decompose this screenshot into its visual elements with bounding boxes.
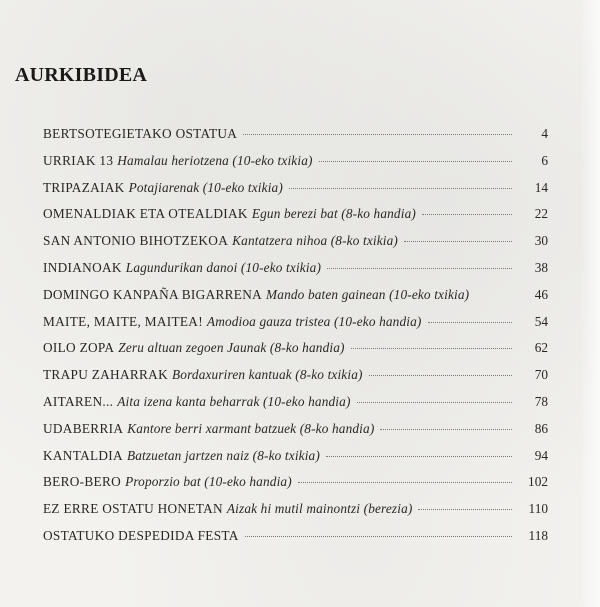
page-number: 30: [534, 233, 548, 249]
table-of-contents: [43, 126, 548, 555]
page-number: 22: [534, 206, 548, 222]
dot-leader: [243, 134, 512, 135]
entry-title: UDABERRIA: [43, 420, 124, 436]
page-number: 102: [528, 474, 548, 490]
entry-title: TRAPU ZAHARRAK: [43, 367, 168, 383]
entry-title: SAN ANTONIO BIHOTZEKOA: [43, 233, 229, 249]
entry-subtitle: Kantore berri xarmant batzuek (8-ko handia): [127, 420, 375, 436]
page-number: 54: [534, 313, 548, 329]
page-number: 38: [534, 259, 548, 275]
entry-subtitle: Potajiarenak (10-eko txikia): [128, 179, 283, 195]
dot-leader: [369, 375, 512, 376]
dot-leader: [357, 402, 512, 403]
entry-title: INDIANOAK: [43, 259, 122, 275]
toc-entry: [43, 153, 548, 180]
toc-entry: [43, 180, 548, 207]
entry-subtitle: Mando baten gainean (10-eko txikia): [266, 286, 470, 302]
toc-entry: [43, 314, 548, 341]
dot-leader: [298, 482, 512, 483]
page-number: 62: [534, 340, 548, 356]
entry-subtitle: Lagundurikan danoi (10-eko txikia): [125, 259, 322, 275]
toc-entry: [43, 394, 548, 421]
entry-title: BERO-BERO: [43, 474, 122, 490]
entry-title: KANTALDIA: [43, 447, 123, 463]
entry-title: MAITE, MAITE, MAITEA!: [43, 313, 203, 329]
page-number: 14: [534, 179, 548, 195]
toc-entry: [43, 421, 548, 448]
entry-subtitle: Kantatzera nihoa (8-ko txikia): [232, 233, 399, 249]
entry-subtitle: Aizak hi mutil mainontzi (berezia): [226, 501, 413, 517]
dot-leader: [428, 322, 512, 323]
entry-title: OILO ZOPA: [43, 340, 115, 356]
page-number: 118: [528, 527, 548, 543]
page-number: 94: [534, 447, 548, 463]
entry-title: DOMINGO KANPAÑA BIGARRENA: [43, 286, 263, 302]
entry-subtitle: Proporzio bat (10-eko handia): [125, 474, 292, 490]
dot-leader: [327, 268, 512, 269]
entry-title: OMENALDIAK ETA OTEALDIAK: [43, 206, 248, 222]
toc-entry: [43, 233, 548, 260]
dot-leader: [289, 188, 512, 189]
page-number: 46: [534, 286, 548, 302]
page-number: 110: [528, 501, 548, 517]
dot-leader: [245, 536, 512, 537]
entry-title: BERTSOTEGIETAKO OSTATUA: [43, 126, 238, 141]
page-number: 78: [534, 393, 548, 409]
dot-leader: [418, 509, 512, 510]
entry-title: TRIPAZAIAK: [43, 179, 125, 195]
toc-entry: [43, 474, 548, 501]
page-number: 86: [534, 420, 548, 436]
page-edge: [580, 0, 600, 607]
entry-subtitle: Hamalau heriotzena (10-eko txikia): [117, 152, 313, 168]
toc-entry: [43, 367, 548, 394]
dot-leader: [404, 241, 512, 242]
toc-entry: [43, 126, 548, 153]
page-title: AURKIBIDEA: [15, 64, 148, 86]
toc-entry: [43, 448, 548, 475]
entry-subtitle: Egun berezi bat (8-ko handia): [251, 206, 416, 222]
dot-leader: [319, 161, 512, 162]
entry-subtitle: Bordaxuriren kantuak (8-ko txikia): [172, 367, 363, 383]
dot-leader: [326, 456, 512, 457]
entry-title: EZ ERRE OSTATU HONETAN: [43, 501, 223, 517]
toc-entry: [43, 206, 548, 233]
page-number: 6: [541, 152, 548, 168]
dot-leader: [351, 348, 512, 349]
toc-entry: [43, 287, 548, 314]
page-number: 4: [541, 126, 548, 141]
toc-entry: [43, 260, 548, 287]
entry-subtitle: Zeru altuan zegoen Jaunak (8-ko handia): [118, 340, 345, 356]
entry-subtitle: Batzuetan jartzen naiz (8-ko txikia): [126, 447, 320, 463]
entry-subtitle: Amodioa gauza tristea (10-eko handia): [206, 313, 422, 329]
toc-entry: [43, 340, 548, 367]
dot-leader: [380, 429, 512, 430]
entry-title: AITAREN...: [43, 393, 114, 409]
page-number: 70: [534, 367, 548, 383]
toc-entry: [43, 501, 548, 528]
entry-subtitle: Aita izena kanta beharrak (10-eko handia): [117, 393, 351, 409]
toc-entry: [43, 528, 548, 555]
entry-title: OSTATUKO DESPEDIDA FESTA: [43, 527, 239, 543]
dot-leader: [422, 214, 512, 215]
entry-title: URRIAK 13: [43, 152, 114, 168]
